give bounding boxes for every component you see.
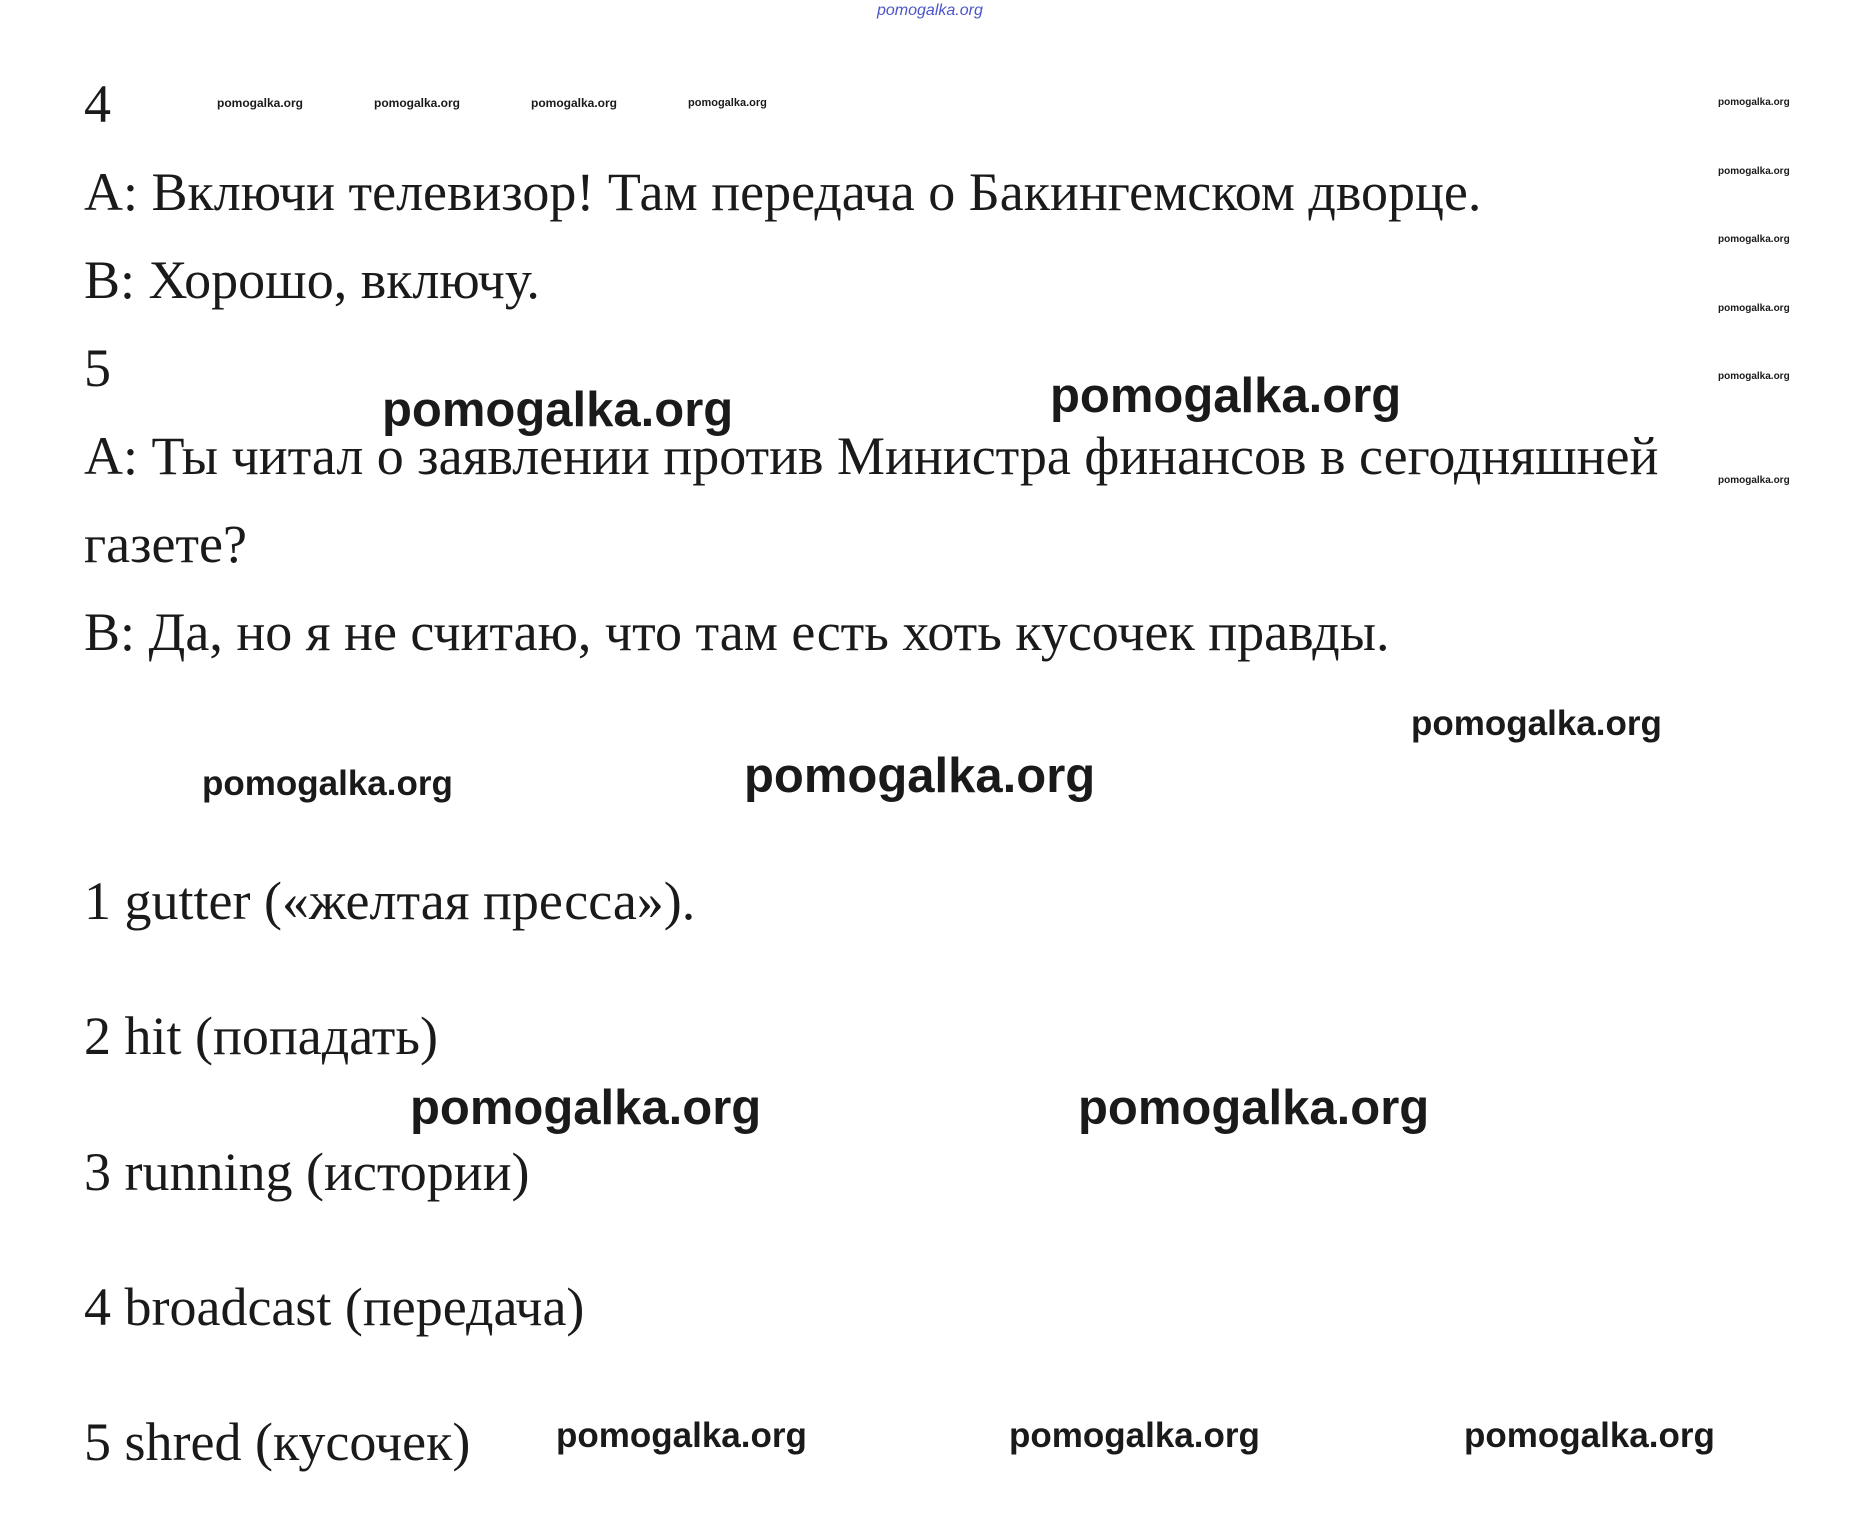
vocab-item: 2 hit (попадать) [84,1006,439,1066]
vocab-item: 1 gutter («желтая пресса»). [84,871,696,931]
watermark-side: pomogalka.org [1718,303,1790,314]
vocab-item: 3 running (истории) [84,1142,530,1202]
watermark-medium: pomogalka.org [202,764,453,803]
watermark-medium: pomogalka.org [1009,1416,1260,1455]
watermark-side: pomogalka.org [1718,475,1790,486]
watermark-side: pomogalka.org [1718,97,1790,108]
watermark-medium: pomogalka.org [1464,1416,1715,1455]
dialogue-line: A: Ты читал о заявлении против Министра финансов в сегодняшней [84,426,1659,486]
watermark-side: pomogalka.org [1718,234,1790,245]
dialogue-line: A: Включи телевизор! Там передача о Бакингемском дворце. [84,162,1482,222]
watermark-small: pomogalka.org [217,96,304,110]
watermark-top: pomogalka.org [877,2,983,19]
dialogue-line: B: Да, но я не считаю, что там есть хоть кусочек правды. [84,602,1390,662]
exercise-number: 5 [84,338,111,398]
watermark-medium: pomogalka.org [1411,704,1662,743]
watermark-large: pomogalka.org [410,1081,762,1135]
watermark-large: pomogalka.org [382,383,734,437]
watermark-small: pomogalka.org [688,97,767,109]
vocab-item: 4 broadcast (передача) [84,1277,585,1337]
watermark-side: pomogalka.org [1718,166,1790,177]
vocab-item: 5 shred (кусочек) [84,1412,471,1472]
watermark-medium: pomogalka.org [556,1416,807,1455]
exercise-number: 4 [84,74,111,134]
watermark-large: pomogalka.org [744,749,1096,803]
watermark-small: pomogalka.org [531,96,618,110]
watermark-large: pomogalka.org [1078,1081,1430,1135]
dialogue-line: B: Хорошо, включу. [84,250,540,310]
dialogue-line: газете? [84,514,247,574]
watermark-side: pomogalka.org [1718,371,1790,382]
watermark-small: pomogalka.org [374,96,461,110]
watermark-large: pomogalka.org [1050,369,1402,423]
